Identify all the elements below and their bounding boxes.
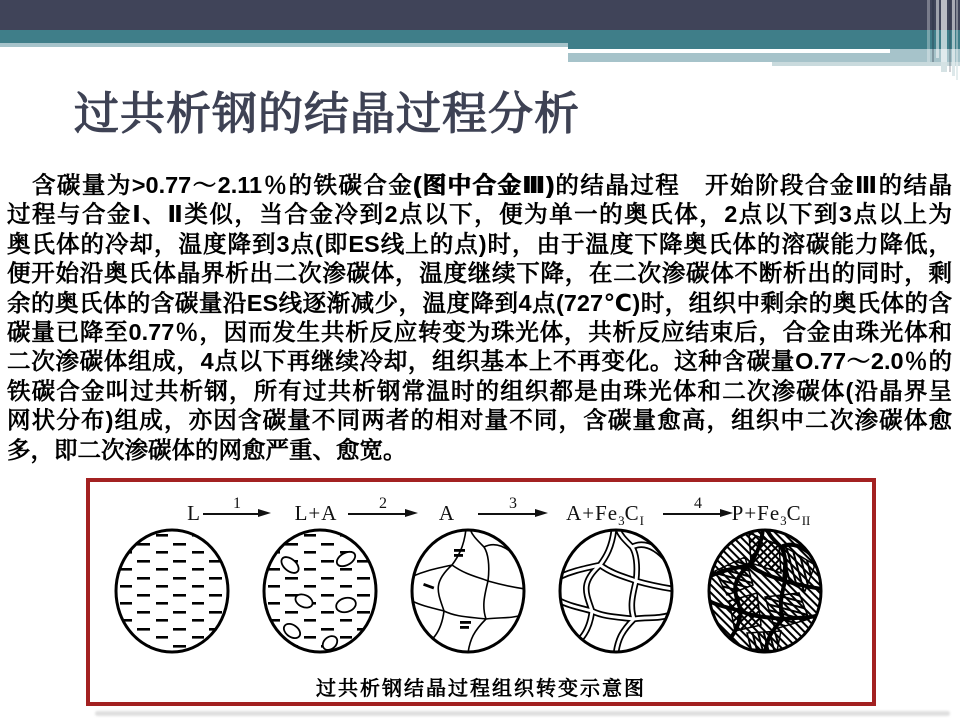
body-text-segment: 含碳量为>0.77～2.11％的铁碳合金: [7, 172, 414, 198]
arrow-3-icon: [478, 513, 535, 515]
header-navy-bar: [0, 0, 960, 30]
body-text-bold-segment: (图中合金Ⅲ): [413, 172, 554, 198]
header-light-bar-right: [568, 53, 960, 63]
stage-subscript: I: [639, 513, 644, 529]
body-text-segment: 便开始沿奥氏体晶界析出二次渗碳体，温度继续下降，在二次渗碳体不断析出的同时，剩: [7, 260, 952, 287]
stage-text: A: [438, 501, 456, 525]
body-text-segment: 铁碳合金叫过共析钢，所有过共析钢常温时的组织都是由珠光体和二次渗碳体(沿晶界呈: [7, 377, 952, 404]
microstructure-liquid-plus-austenite: [264, 530, 376, 653]
figure-inner: [90, 482, 872, 702]
stage-label-A: [439, 501, 455, 529]
body-line: [7, 289, 952, 318]
stage-text: P+Fe: [731, 501, 781, 525]
body-text-segment: 过程与合金Ⅰ、Ⅱ类似，当合金冷到2点以下，便为单一的奥氏体，2点以下到3点以上为: [7, 201, 952, 228]
body-line: [7, 171, 952, 200]
microstructure-austenite-plus-cementite: [559, 529, 673, 653]
arrow-number-3: 3: [509, 495, 517, 512]
arrow-number-2: 2: [379, 495, 387, 512]
microstructure-austenite-grains: [411, 529, 525, 653]
arrow-number-1: 1: [233, 495, 241, 512]
stage-text: A+Fe: [566, 501, 619, 525]
header-teal-bar: [0, 30, 960, 43]
body-paragraph: [7, 171, 952, 465]
header-vertical-stripe: [927, 0, 930, 62]
stage-subscript: 3: [780, 513, 787, 529]
body-line: [7, 318, 952, 347]
arrow-4-icon: [663, 513, 720, 515]
header-stripe-stub: [956, 66, 958, 80]
microstructure-pearlite-plus-cementite: [708, 529, 822, 653]
stage-text: L+A: [294, 501, 338, 525]
stage-label-P-plus-Fe3C: [732, 501, 811, 529]
header-vertical-stripe: [941, 0, 947, 66]
body-line: [7, 200, 952, 229]
bottom-shadow: [95, 711, 950, 716]
stage-text: L: [187, 501, 201, 525]
body-text-segment: 的结晶过程 开始阶段合金Ⅲ的结晶: [553, 172, 952, 198]
body-line: [7, 259, 952, 288]
slide-title: 过共析钢的结晶过程分析: [74, 88, 581, 139]
body-line: [7, 377, 952, 406]
body-text-segment: 多，即二次渗碳体的网愈严重、愈宽。: [7, 436, 407, 463]
arrow-2-icon: [348, 513, 405, 515]
stage-label-L: [187, 501, 201, 529]
body-text-segment: 碳量已降至0.77％，因而发生共析反应转变为珠光体，共析反应结束后，合金由珠光体和: [7, 318, 952, 345]
header-vertical-stripe: [932, 0, 934, 62]
stage-text: C: [624, 501, 640, 525]
figure-caption: 过共析钢结晶过程组织转变示意图: [316, 678, 646, 700]
stage-subscript: II: [801, 513, 811, 529]
body-text-segment: 网状分布)组成，亦因含碳量不同两者的相对量不同，含碳量愈高，组织中二次渗碳体愈: [7, 407, 952, 434]
stage-text: C: [786, 501, 802, 525]
body-text-segment: 余的奥氏体的含碳量沿ES线逐渐减少，温度降到4点(727℃)时，组织中剩余的奥氏体的含: [7, 289, 952, 316]
arrow-1-icon: [203, 513, 258, 515]
microstructure-figure: [86, 478, 876, 706]
body-line: [7, 347, 952, 376]
body-text-segment: 奥氏体的冷却，温度降到3点(即ES线上的点)时，由于温度下降奥氏体的溶碳能力降低，: [7, 230, 952, 257]
stage-label-A-plus-Fe3C: [566, 501, 644, 529]
arrow-number-4: 4: [694, 495, 702, 512]
body-text-segment: 二次渗碳体组成，4点以下再继续冷却，组织基本上不再变化。这种含碳量O.77～2.0％的: [7, 348, 952, 375]
header-stripe-stub: [952, 62, 955, 76]
body-line: [7, 230, 952, 259]
header-vertical-stripe: [936, 0, 939, 58]
header-stripe-stub: [941, 62, 947, 72]
stage-label-L-plus-A: [295, 501, 338, 529]
header-light-bar-left: [0, 43, 568, 47]
header-lighter-bar-right: [772, 62, 960, 66]
body-line: [7, 406, 952, 435]
body-line: [7, 436, 952, 465]
header-vertical-stripe: [949, 0, 951, 72]
stage-subscript: 3: [618, 513, 625, 529]
microstructure-liquid: [116, 530, 228, 652]
